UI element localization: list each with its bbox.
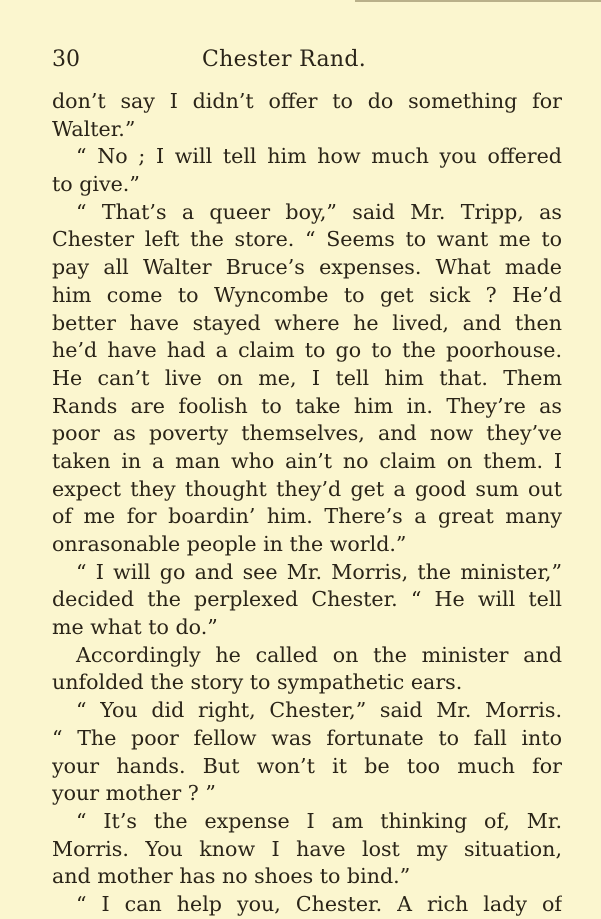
text-line: he’d have had a claim to go to the poorhouse. (52, 338, 562, 363)
text-line: pay all Walter Bruce’s expenses. What made (52, 255, 562, 280)
text-line: “ That’s a queer boy,” said Mr. Tripp, as (76, 199, 562, 224)
text-line: Chester left the store. “ Seems to want me to (52, 227, 562, 252)
text-line: and mother has no shoes to bind.” (52, 864, 411, 889)
text-line: “ It’s the expense I am thinking of, Mr. (76, 808, 562, 833)
text-line: taken in a man who ain’t no claim on them. I (52, 448, 562, 473)
text-line: your mother ? ” (52, 781, 216, 806)
text-line: me what to do.” (52, 615, 218, 640)
text-line: unfolded the story to sympathetic ears. (52, 670, 463, 695)
text-line: better have stayed where he lived, and then (52, 310, 562, 335)
text-line: He can’t live on me, I tell him that. Them (52, 365, 562, 390)
text-line: him come to Wyncombe to get sick ? He’d (52, 282, 562, 307)
text-line: “ I can help you, Chester. A rich lady of (76, 891, 562, 916)
text-line: Rands are foolish to take him in. They’re as (52, 393, 562, 418)
text-line: Morris. You know I have lost my situation, (52, 836, 562, 861)
top-border-rule (355, 0, 601, 2)
text-line: of me for boardin’ him. There’s a great many (52, 504, 562, 529)
text-line: poor as poverty themselves, and now they’ve (52, 421, 562, 446)
text-line: “ You did right, Chester,” said Mr. Morris. (76, 698, 562, 723)
text-line: don’t say I didn’t offer to do something for (52, 89, 562, 113)
text-line: expect they thought they’d get a good sum out (52, 476, 562, 501)
page-header (52, 47, 572, 77)
text-line: Walter.” (52, 116, 136, 141)
text-line: onrasonable people in the world.” (52, 532, 407, 556)
page-number: 30 (52, 47, 80, 72)
text-line: “ No ; I will tell him how much you offered (76, 144, 562, 169)
text-line: “ The poor fellow was fortunate to fall into (52, 725, 562, 750)
text-line: decided the perplexed Chester. “ He will tell (52, 587, 562, 612)
text-line: Accordingly he called on the minister and (76, 642, 562, 667)
running-title: Chester Rand. (202, 47, 367, 72)
text-line: “ I will go and see Mr. Morris, the minister,” (76, 559, 562, 584)
text-line: to give.” (52, 172, 140, 197)
body-text (52, 88, 562, 919)
text-line: your hands. But won’t it be too much for (52, 753, 562, 778)
